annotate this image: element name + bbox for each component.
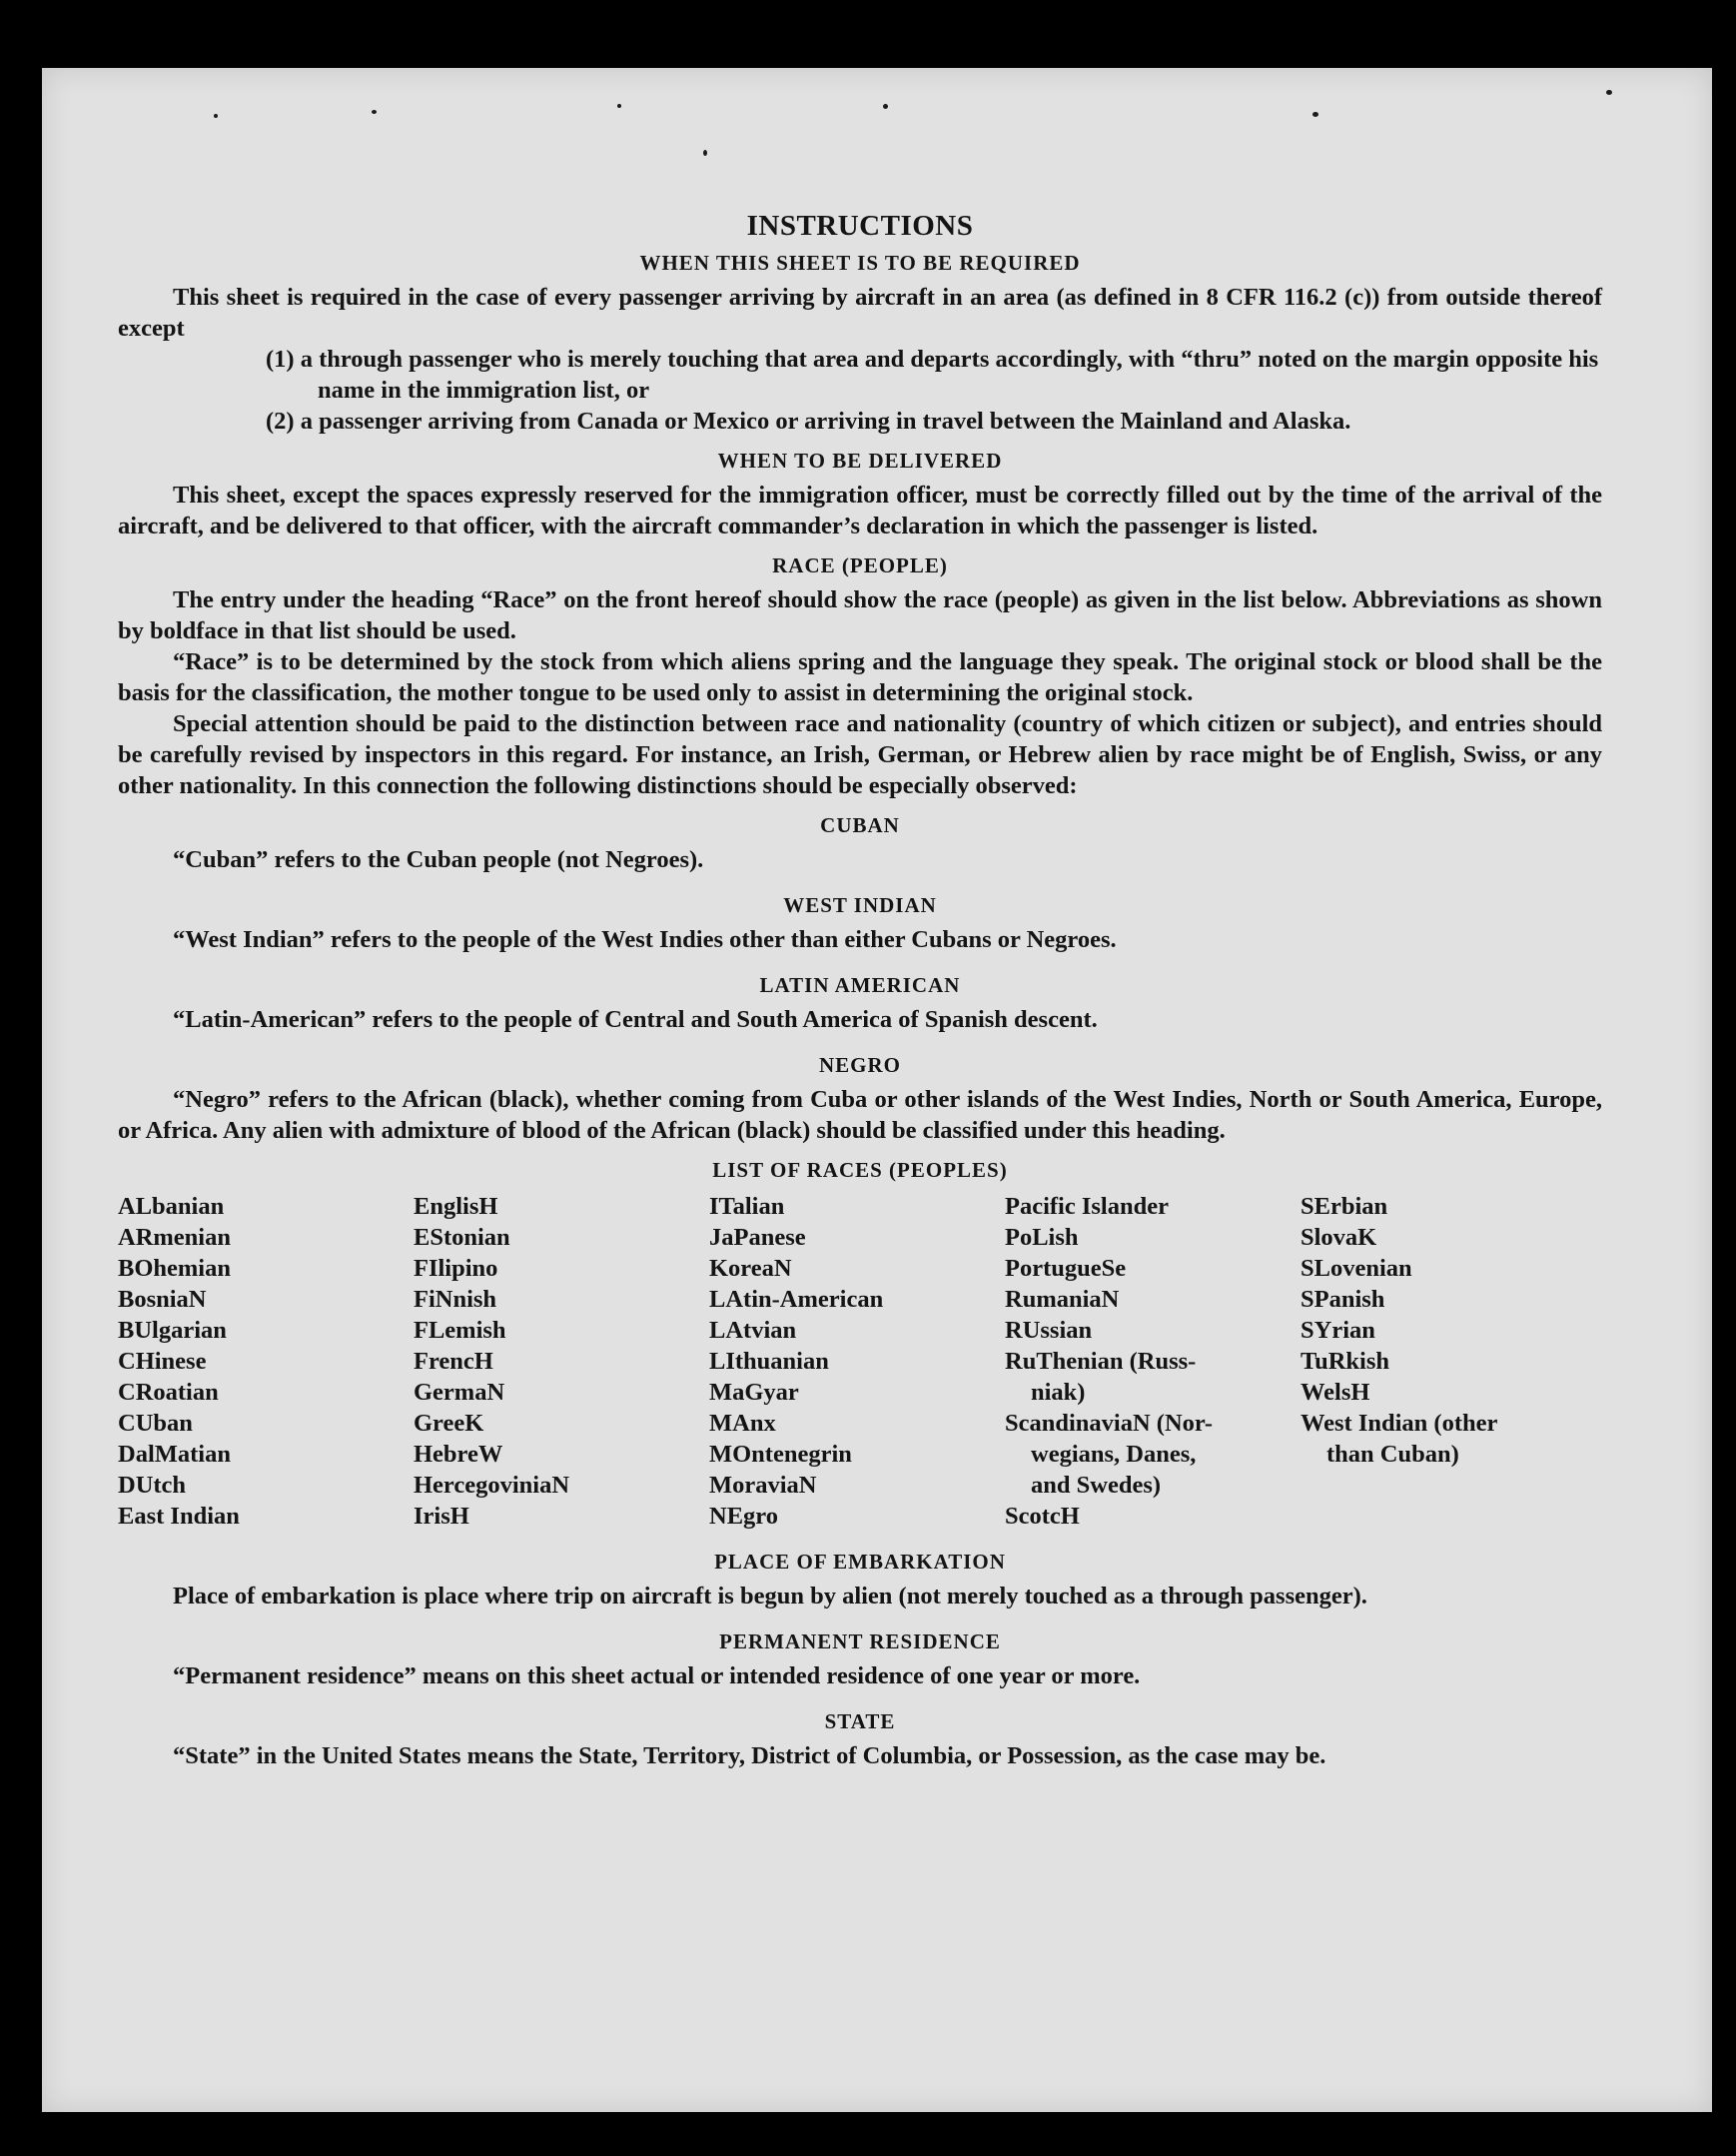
when-delivered-text: This sheet, except the spaces expressly reserved for the immigration officer, must be correctly filled out by the time of the arrival of the aircraft, and be delivered to that officer, with the aircraft commander’s declaration in which the passenger is listed. xyxy=(118,482,1602,539)
race-entry: SErbian xyxy=(1301,1193,1388,1220)
speck xyxy=(617,104,621,108)
race-entry: BUlgarian xyxy=(118,1317,227,1344)
heading-race: RACE (PEOPLE) xyxy=(772,553,948,577)
race-paragraph-1: The entry under the heading “Race” on the front hereof should show the race (people) as given in the list below. Abbreviations as shown by boldface in that list should be used. xyxy=(118,586,1602,644)
race-entry: IrisH xyxy=(414,1503,469,1530)
race-entry: CRoatian xyxy=(118,1379,219,1406)
race-entry-continued: and Swedes) xyxy=(1031,1472,1162,1499)
race-entry: EStonian xyxy=(414,1224,510,1251)
race-entry: DalMatian xyxy=(118,1441,231,1468)
race-entry: KoreaN xyxy=(709,1255,792,1282)
race-entry: EnglisH xyxy=(414,1193,498,1220)
race-entry: GermaN xyxy=(414,1379,505,1406)
race-entry: CHinese xyxy=(118,1348,207,1375)
race-entry: RuThenian (Russ- xyxy=(1005,1348,1197,1375)
page-title: INSTRUCTIONS xyxy=(746,210,974,242)
west-indian-text: “West Indian” refers to the people of the West Indies other than either Cubans or Negroes. xyxy=(173,926,1117,953)
race-entry: MaGyar xyxy=(709,1379,799,1406)
races-column-2 xyxy=(414,1191,709,1532)
race-entry: DUtch xyxy=(118,1472,187,1499)
speck xyxy=(372,110,377,114)
heading-embarkation: PLACE OF EMBARKATION xyxy=(714,1550,1006,1574)
race-entry: RumaniaN xyxy=(1005,1286,1120,1313)
race-entry: MoraviaN xyxy=(709,1472,817,1499)
race-entry: ScotcH xyxy=(1005,1503,1080,1530)
race-entry-continued: than Cuban) xyxy=(1326,1441,1459,1468)
when-required-intro: This sheet is required in the case of every passenger arriving by aircraft in an area (as defined in 8 CFR 116.2 (c)) from outside thereof except xyxy=(118,284,1602,342)
race-entry: ARmenian xyxy=(118,1224,231,1251)
race-paragraph-2: “Race” is to be determined by the stock from which aliens spring and the language they speak. The original stock or blood shall be the basis for the classification, the mother tongue to be used only to assist in determining the original stock. xyxy=(118,648,1602,706)
race-entry: FIlipino xyxy=(414,1255,498,1282)
race-entry: LIthuanian xyxy=(709,1348,829,1375)
race-entry: MOntenegrin xyxy=(709,1441,852,1468)
heading-negro: NEGRO xyxy=(818,1053,901,1077)
speck xyxy=(214,114,218,118)
race-entry: ITalian xyxy=(709,1193,785,1220)
race-entry: MAnx xyxy=(709,1410,776,1437)
heading-state: STATE xyxy=(824,1709,896,1733)
race-entry: JaPanese xyxy=(709,1224,806,1251)
race-entry: NEgro xyxy=(709,1503,778,1530)
race-entry: GreeK xyxy=(414,1410,484,1437)
race-entry: PoLish xyxy=(1005,1224,1079,1251)
heading-when-required: WHEN THIS SHEET IS TO BE REQUIRED xyxy=(639,251,1081,275)
races-column-1 xyxy=(118,1191,414,1532)
heading-list-of-races: LIST OF RACES (PEOPLES) xyxy=(712,1158,1008,1182)
race-entry-continued: niak) xyxy=(1031,1379,1086,1406)
race-entry: West Indian (other xyxy=(1301,1410,1498,1437)
races-column-5 xyxy=(1301,1191,1600,1532)
race-entry: SYrian xyxy=(1301,1317,1375,1344)
race-entry: HebreW xyxy=(414,1441,503,1468)
heading-permanent-residence: PERMANENT RESIDENCE xyxy=(719,1629,1001,1653)
race-entry: WelsH xyxy=(1301,1379,1370,1406)
heading-latin-american: LATIN AMERICAN xyxy=(759,973,961,997)
race-entry: SlovaK xyxy=(1301,1224,1377,1251)
cuban-text: “Cuban” refers to the Cuban people (not Negroes). xyxy=(173,846,704,873)
race-entry: Pacific Islander xyxy=(1005,1193,1169,1220)
race-entry: CUban xyxy=(118,1410,193,1437)
race-entry: FLemish xyxy=(414,1317,506,1344)
speck xyxy=(1606,90,1612,95)
race-entry: FrencH xyxy=(414,1348,493,1375)
race-entry: TuRkish xyxy=(1301,1348,1390,1375)
race-entry-continued: wegians, Danes, xyxy=(1031,1441,1197,1468)
negro-text: “Negro” refers to the African (black), whether coming from Cuba or other islands of the West Indies, North or South America, Europe, or Africa. Any alien with admixture of blood of the African (black) should be classified under this heading. xyxy=(118,1086,1602,1144)
race-entry: HercegoviniaN xyxy=(414,1472,570,1499)
permanent-residence-text: “Permanent residence” means on this sheet actual or intended residence of one year or more. xyxy=(173,1662,1141,1689)
race-entry: SLovenian xyxy=(1301,1255,1412,1282)
race-entry: ScandinaviaN (Nor- xyxy=(1005,1410,1214,1437)
races-list xyxy=(118,1191,1602,1532)
race-entry: ALbanian xyxy=(118,1193,225,1220)
race-entry: SPanish xyxy=(1301,1286,1385,1313)
race-paragraph-3: Special attention should be paid to the distinction between race and nationality (country of which citizen or subject), and entries should be carefully revised by inspectors in this regard. For instance, an Irish, German, or Hebrew alien by race might be of English, Swiss, or any other nationality. In this connection the following distinctions should be especially observed: xyxy=(118,710,1602,799)
instructions-body xyxy=(118,210,1602,1771)
heading-cuban: CUBAN xyxy=(820,813,900,837)
embarkation-text: Place of embarkation is place where trip on aircraft is begun by alien (not merely touched as a through passenger). xyxy=(173,1583,1367,1610)
heading-when-delivered: WHEN TO BE DELIVERED xyxy=(717,449,1003,473)
document-page xyxy=(42,68,1712,2112)
speck xyxy=(1312,112,1318,117)
when-required-item-2: (2) a passenger arriving from Canada or Mexico or arriving in travel between the Mainland and Alaska. xyxy=(266,408,1351,435)
latin-american-text: “Latin-American” refers to the people of Central and South America of Spanish descent. xyxy=(173,1006,1098,1033)
speck xyxy=(883,104,888,109)
race-entry: BOhemian xyxy=(118,1255,231,1282)
race-entry: LAtvian xyxy=(709,1317,797,1344)
when-required-item-1: (1) a through passenger who is merely touching that area and departs accordingly, with “thru” noted on the margin opposite his name in the immigration list, or xyxy=(266,346,1599,404)
race-entry: East Indian xyxy=(118,1503,240,1530)
race-entry: FiNnish xyxy=(414,1286,497,1313)
race-entry: PortugueSe xyxy=(1005,1255,1127,1282)
race-entry: RUssian xyxy=(1005,1317,1093,1344)
race-entry: LAtin-American xyxy=(709,1286,884,1313)
heading-west-indian: WEST INDIAN xyxy=(783,893,937,917)
races-column-4 xyxy=(1005,1191,1301,1532)
speck xyxy=(703,150,707,156)
state-text: “State” in the United States means the State, Territory, District of Columbia, or Possession, as the case may be. xyxy=(173,1742,1326,1769)
race-entry: BosniaN xyxy=(118,1286,207,1313)
races-column-3 xyxy=(709,1191,1005,1532)
